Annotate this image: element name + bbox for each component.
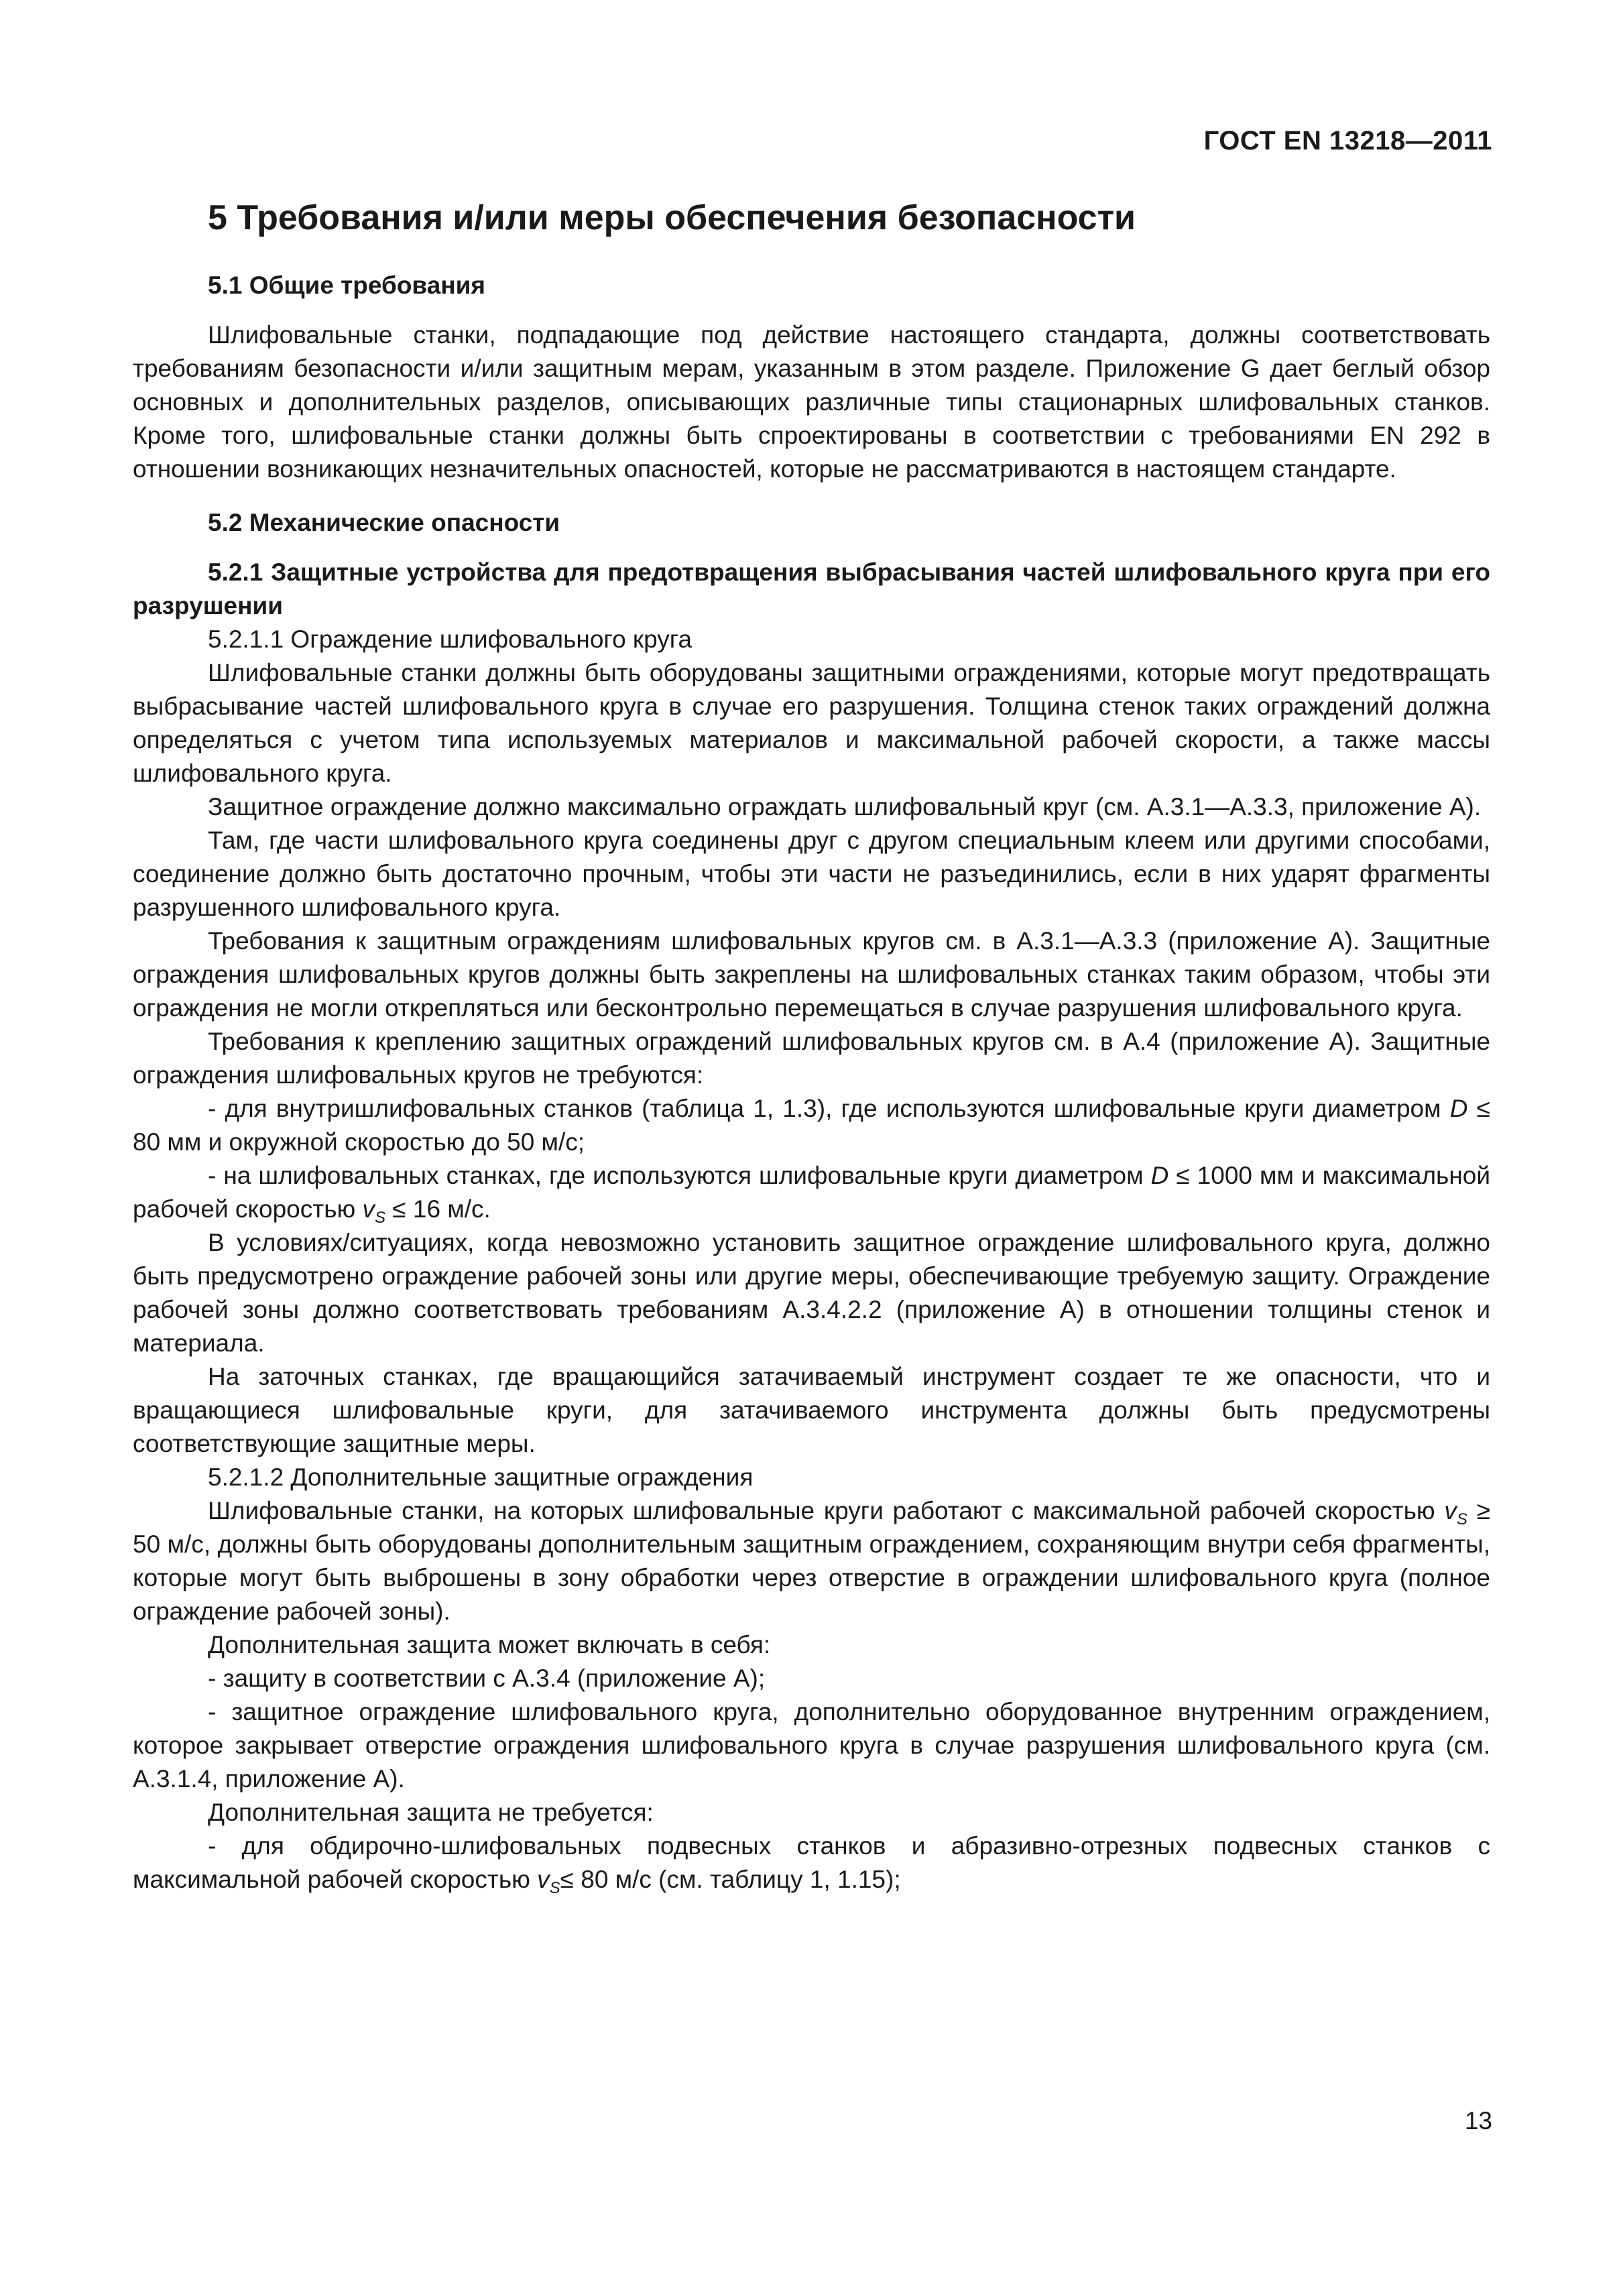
paragraph: Дополнительная защита не требуется:	[208, 1799, 654, 1826]
paragraph: На заточных станках, где вращающийся затачиваемый инструмент создает те же опасности, что и вращающиеся шлифовальные круги, для затачиваемого инструмента должны быть предусмотрены соответствующие защитные меры.	[133, 1363, 1490, 1457]
paragraph: Требования к защитным ограждениям шлифовальных кругов см. в А.3.1—А.3.3 (приложение А). Защитные ограждения шлифовальных кругов должны быть закреплены на шлифовальных станках таким образом, чтобы эти ограждения не могли открепляться или бесконтрольно перемещаться в случае разрушения шлифовального круга.	[133, 927, 1490, 1022]
paragraph: Требования к креплению защитных ограждений шлифовальных кругов см. в А.4 (приложение А). Защитные ограждения шлифовальных кругов не требуются:	[133, 1028, 1490, 1089]
subsection-title-5-2: 5.2 Механические опасности	[208, 509, 560, 536]
section-title: 5 Требования и/или меры обеспечения безопасности	[208, 198, 1136, 237]
list-item: - защиту в соответствии с А.3.4 (приложение А);	[208, 1665, 766, 1692]
clause-heading-5-2-1-1: 5.2.1.1 Ограждение шлифовального круга	[208, 625, 693, 653]
clause-heading-5-2-1: 5.2.1 Защитные устройства для предотвращения выбрасывания частей шлифовального круга при его разрушении	[133, 558, 1490, 619]
list-item: - защитное ограждение шлифовального круга, дополнительно оборудованное внутренним ограждением, которое закрывает отверстие ограждения шлифовального круга в случае разрушения шлифовального круга (см. А.3.1.4, приложение А).	[133, 1698, 1490, 1793]
paragraph: Там, где части шлифовального круга соединены друг с другом специальным клеем или другими способами, соединение должно быть достаточно прочным, чтобы эти части не разъединились, если в них ударят фрагменты разрушенного шлифовального круга.	[133, 827, 1490, 921]
document-id: ГОСТ EN 13218—2011	[1203, 126, 1492, 156]
subsection-title-5-1: 5.1 Общие требования	[208, 271, 485, 299]
clause-heading-5-2-1-2: 5.2.1.2 Дополнительные защитные ограждения	[208, 1463, 754, 1491]
list-item: - для обдирочно-шлифовальных подвесных станков и абразивно-отрезных подвесных станков с максимальной рабочей скоростью $v_S\le 80$ м/с (см. таблицу 1, 1.15);	[133, 1832, 1490, 1897]
paragraph: Защитное ограждение должно максимально ограждать шлифовальный круг (см. А.3.1—А.3.3, приложение А).	[208, 793, 1482, 821]
paragraph: Шлифовальные станки, на которых шлифовальные круги работают с максимальной рабочей скоростью $v_S \ge 50$ м/с, должны быть оборудованы дополнительным защитным ограждением, сохраняющим внутри себя фрагменты, которые могут быть выброшены в зону обработки через отверстие в ограждении шлифовального круга (полное ограждение рабочей зоны).	[133, 1497, 1490, 1625]
page-number: 13	[1464, 2107, 1492, 2134]
paragraph: В условиях/ситуациях, когда невозможно установить защитное ограждение шлифовального круга, должно быть предусмотрено ограждение рабочей зоны или другие меры, обеспечивающие требуемую защиту. Ограждение рабочей зоны должно соответствовать требованиям А.3.4.2.2 (приложение А) в отношении толщины стенок и материала.	[133, 1229, 1490, 1357]
list-item: - на шлифовальных станках, где используются шлифовальные круги диаметром D ≤ 1000 мм и максимальной рабочей скоростью $v_S \le 16$ м/с.	[133, 1162, 1490, 1227]
list-item: - для внутришлифовальных станков (таблица 1, 1.3), где используются шлифовальные круги диаметром D ≤ 80 мм и окружной скоростью до 50 м/с;	[133, 1095, 1490, 1156]
paragraph: Шлифовальные станки должны быть оборудованы защитными ограждениями, которые могут предотвращать выбрасывание частей шлифовального круга в случае его разрушения. Толщина стенок таких ограждений должна определяться с учетом типа используемых материалов и максимальной рабочей скорости, а также массы шлифовального круга.	[133, 659, 1490, 787]
paragraph: Шлифовальные станки, подпадающие под действие настоящего стандарта, должны соответствовать требованиям безопасности и/или защитным мерам, указанным в этом разделе. Приложение G дает беглый обзор основных и дополнительных разделов, описывающих различные типы стационарных шлифовальных станков. Кроме того, шлифовальные станки должны быть спроектированы в соответствии с требованиями EN 292 в отношении возникающих незначительных опасностей, которые не рассматриваются в настоящем стандарте.	[133, 321, 1490, 483]
paragraph: Дополнительная защита может включать в себя:	[208, 1631, 771, 1658]
page-content	[133, 198, 1490, 1896]
